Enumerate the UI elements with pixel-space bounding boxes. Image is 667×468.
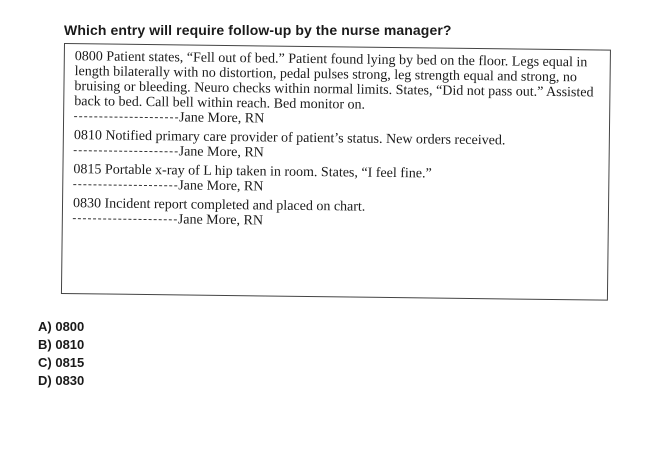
option-letter: B)	[38, 337, 52, 352]
signature-line	[73, 184, 177, 186]
answer-options	[38, 318, 84, 390]
entry-0815-text: 0815 Portable x-ray of L hip taken in room. States, “I feel fine.”	[73, 162, 432, 182]
option-letter: D)	[38, 373, 52, 388]
option-value: 0815	[55, 355, 85, 370]
option-a[interactable]	[38, 318, 84, 336]
signature-name: Jane More, RN	[178, 178, 264, 195]
option-value: 0830	[55, 373, 85, 388]
signature-line	[73, 218, 177, 220]
signature-line	[74, 116, 178, 118]
option-c[interactable]	[38, 354, 84, 372]
option-letter: C)	[38, 355, 52, 370]
option-value: 0810	[55, 337, 85, 352]
signature-name: Jane More, RN	[177, 212, 264, 229]
entry-0810-text: 0810 Notified primary care provider of patient’s status. New orders received.	[73, 128, 506, 149]
entry-0800-text: 0800 Patient states, “Fell out of bed.” Patient found lying by bed on the floor. Legs equal in length bilaterally with no distortion, pedal pulses strong, leg strength equal and strong, no bruising or bleeding. Neuro checks within normal limits. States, “Did not pass out.” Assisted back to bed. Call bell within reach. Bed monitor on.	[74, 49, 594, 113]
question-text: Which entry will require follow-up by the nurse manager?	[64, 22, 452, 38]
option-letter: A)	[38, 319, 52, 334]
option-value: 0800	[55, 319, 85, 334]
signature-line	[74, 150, 178, 152]
nursing-notes-box	[61, 43, 611, 301]
option-b[interactable]	[38, 336, 84, 354]
signature-name: Jane More, RN	[178, 144, 264, 161]
entry-0830-text: 0830 Incident report completed and placed on chart.	[72, 196, 366, 215]
option-d[interactable]	[38, 372, 84, 390]
signature-name: Jane More, RN	[179, 110, 265, 127]
